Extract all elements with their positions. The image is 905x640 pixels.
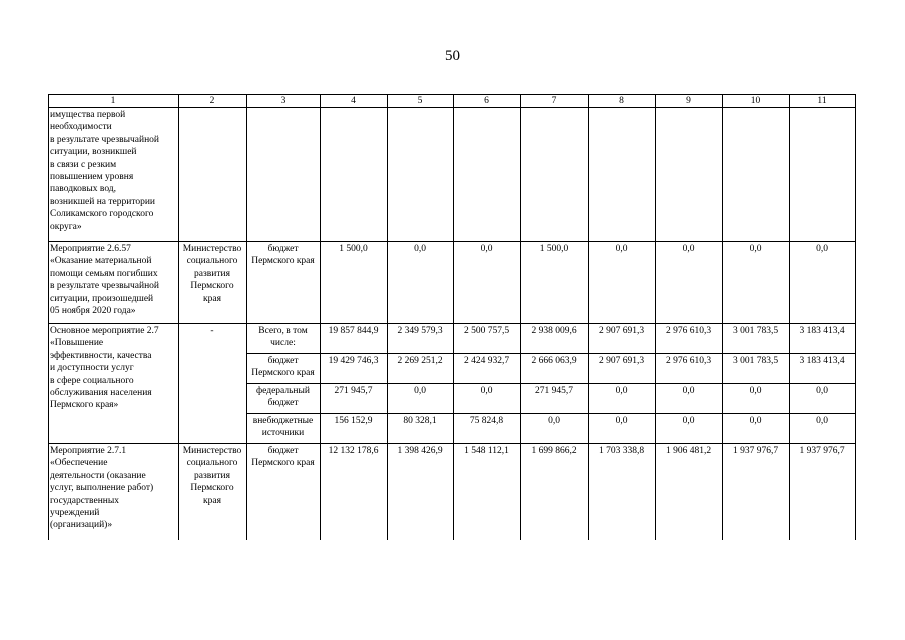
executor-2-6-57: Министерство социального развития Пермского края (182, 244, 242, 304)
value-2-7-1-col-6: 1 548 112,1 (464, 446, 509, 456)
subrow-border (246, 353, 855, 354)
value-2-7-3-col-5: 80 328,1 (403, 416, 437, 426)
value-2-6-57-col-6: 0,0 (480, 244, 493, 254)
value-2-7-2-col-7: 271 945,7 (535, 386, 573, 396)
value-2-7-3-col-11: 0,0 (816, 416, 828, 426)
value-2-7-3-col-8: 0,0 (615, 416, 628, 426)
value-2-7-2-col-9: 0,0 (682, 386, 695, 396)
value-2-7-1-col-11: 3 183 413,4 (799, 356, 845, 366)
column-header-11: 11 (817, 96, 827, 106)
source-2-6-57: бюджет Пермского края (251, 244, 315, 267)
column-border-6 (453, 94, 454, 540)
column-border-2 (178, 94, 179, 540)
value-2-7-1-col-7: 1 699 866,2 (531, 446, 577, 456)
row-name-continued: имущества первой необходимости в результате чрезвычайной ситуации, возникшей в связи с резким повышением уровня паводковых вод, возникшей на территории Соликамского городского округа» (50, 110, 159, 232)
value-2-7-1-col-11: 1 937 976,7 (799, 446, 845, 456)
row-name-2-7-1: Мероприятие 2.7.1 «Обеспечение деятельности (оказание услуг, выполнение работ) государственных учреждений (организаций)» (50, 446, 154, 531)
value-2-6-57-col-4: 1 500,0 (339, 244, 368, 254)
value-2-6-57-col-9: 0,0 (682, 244, 695, 254)
value-2-7-3-col-7: 0,0 (548, 416, 560, 426)
value-2-7-2-col-6: 0,0 (480, 386, 493, 396)
value-2-7-0-col-5: 2 349 579,3 (397, 326, 443, 336)
column-border-11 (789, 94, 790, 540)
value-2-7-0-col-6: 2 500 757,5 (463, 326, 510, 336)
column-header-8: 8 (619, 96, 624, 106)
value-2-7-0-col-10: 3 001 783,5 (732, 326, 779, 336)
column-header-3: 3 (280, 96, 286, 106)
value-2-7-1-col-10: 1 937 976,7 (732, 446, 779, 456)
source-2-7-0: Всего, в том числе: (258, 326, 308, 349)
value-2-7-1-col-4: 12 132 178,6 (328, 446, 379, 456)
column-border-3 (246, 94, 247, 540)
value-2-7-3-col-9: 0,0 (682, 416, 695, 426)
value-2-7-3-col-10: 0,0 (749, 416, 762, 426)
value-2-7-0-col-7: 2 938 009,6 (531, 326, 577, 336)
column-border-7 (520, 94, 521, 540)
value-2-7-2-col-10: 0,0 (749, 386, 762, 396)
value-2-7-1-col-5: 2 269 251,2 (397, 356, 443, 366)
value-2-7-1-col-9: 2 976 610,3 (665, 356, 712, 366)
value-2-7-0-col-11: 3 183 413,4 (799, 326, 845, 336)
value-2-7-2-col-5: 0,0 (414, 386, 426, 396)
column-border-4 (320, 94, 321, 540)
subrow-border (246, 383, 855, 384)
row-border (48, 241, 855, 242)
row-border (48, 323, 855, 324)
value-2-7-0-col-4: 19 857 844,9 (328, 326, 379, 336)
value-2-7-1-col-4: 19 429 746,3 (328, 356, 379, 366)
column-border-9 (655, 94, 656, 540)
page-number: 50 (445, 48, 460, 64)
value-2-6-57-col-10: 0,0 (749, 244, 762, 254)
value-2-6-57-col-11: 0,0 (816, 244, 828, 254)
row-border (48, 443, 855, 444)
value-2-6-57-col-7: 1 500,0 (539, 244, 569, 254)
value-2-6-57-col-8: 0,0 (615, 244, 628, 254)
value-2-7-1-col-6: 2 424 932,7 (463, 356, 510, 366)
source-2-7-1: бюджет Пермского края (251, 356, 315, 379)
value-2-7-0-col-8: 2 907 691,3 (598, 326, 645, 336)
value-2-7-2-col-11: 0,0 (816, 386, 828, 396)
value-2-7-0-col-9: 2 976 610,3 (665, 326, 712, 336)
value-2-7-1-col-8: 2 907 691,3 (598, 356, 645, 366)
value-2-7-2-col-4: 271 945,7 (334, 386, 373, 396)
column-border-10 (722, 94, 723, 540)
value-2-7-1-col-7: 2 666 063,9 (531, 356, 577, 366)
column-header-1: 1 (110, 96, 116, 106)
column-header-2: 2 (209, 96, 215, 106)
value-2-7-3-col-4: 156 152,9 (334, 416, 373, 426)
row-name-2-6-57: Мероприятие 2.6.57 «Оказание материальной помощи семьям погибших в результате чрезвычайной ситуации, произошедшей 05 ноября 2020 года» (50, 244, 159, 317)
executor-2-7-1: Министерство социального развития Пермского края (182, 446, 242, 506)
column-header-5: 5 (417, 96, 423, 106)
value-2-7-1-col-10: 3 001 783,5 (732, 356, 779, 366)
value-2-7-2-col-8: 0,0 (615, 386, 628, 396)
column-border-1 (48, 94, 49, 540)
column-header-7: 7 (551, 96, 557, 106)
value-2-7-1-col-8: 1 703 338,8 (598, 446, 645, 456)
subrow-border (246, 413, 855, 414)
column-header-9: 9 (686, 96, 691, 106)
source-2-7-3: внебюджетные источники (252, 416, 314, 439)
column-header-4: 4 (351, 96, 356, 106)
column-border-8 (588, 94, 589, 540)
source-2-7-2: федеральный бюджет (256, 386, 310, 409)
executor-2-7: - (210, 326, 214, 336)
column-border-5 (387, 94, 388, 540)
value-2-7-1-col-5: 1 398 426,9 (397, 446, 443, 456)
value-2-7-1-col-9: 1 906 481,2 (665, 446, 712, 456)
header-row-border (48, 107, 855, 108)
row-name-2-7: Основное мероприятие 2.7 «Повышение эффективности, качества и доступности услуг в сфере социального обслуживания населения Пермского края» (50, 326, 159, 411)
column-header-6: 6 (484, 96, 489, 106)
value-2-6-57-col-5: 0,0 (414, 244, 426, 254)
column-header-10: 10 (750, 96, 761, 106)
value-2-7-3-col-6: 75 824,8 (469, 416, 504, 426)
column-border-12 (855, 94, 856, 540)
source-2-7-1: бюджет Пермского края (251, 446, 315, 469)
